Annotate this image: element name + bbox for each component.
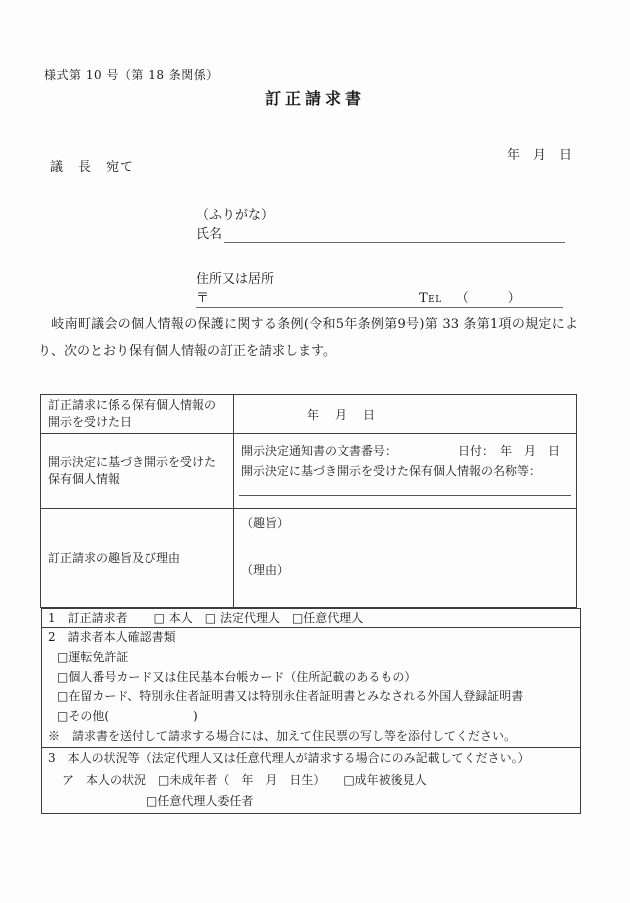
date-placeholder: 年 月 日 bbox=[506, 148, 572, 163]
furigana-label: （ふりがな） bbox=[196, 208, 275, 223]
addressee-line: 議 長 宛て bbox=[50, 160, 135, 175]
fill-in-underline bbox=[239, 495, 571, 496]
disclosure-date-value: 年 月 日 bbox=[234, 395, 577, 434]
document-option: □その他( ) bbox=[57, 709, 198, 724]
status-heading: 3 本人の状況等（法定代理人又は任意代理人が請求する場合にのみ記載してください。） bbox=[48, 751, 530, 765]
table-row-identity-documents bbox=[42, 628, 581, 748]
form-number: 様式第 10 号（第 18 条関係） bbox=[44, 68, 219, 82]
document-option: □在留カード、特別永住者証明書又は特別永住者証明書とみなされる外国人登録証明書 bbox=[57, 689, 524, 704]
name-fill-underline bbox=[224, 225, 565, 243]
purport-reason-cell bbox=[234, 509, 577, 608]
purport-label: （趣旨） bbox=[241, 516, 290, 530]
table-row-disclosure-date bbox=[41, 395, 577, 434]
disclosed-info-cell bbox=[234, 434, 577, 509]
disclosed-info-label: 開示決定に基づき開示を受けた保有個人情報 bbox=[41, 434, 234, 509]
disclosure-date-label: 訂正請求に係る保有個人情報の開示を受けた日 bbox=[41, 395, 234, 434]
identity-documents-cell bbox=[42, 628, 581, 748]
documents-heading: 2 請求者本人確認書類 bbox=[48, 630, 176, 644]
requester-options: □ 本人 □ 法定代理人 □任意代理人 bbox=[153, 610, 364, 625]
doc-number-row bbox=[241, 441, 568, 461]
applicant-identity-section bbox=[196, 208, 565, 308]
reason-label: （理由） bbox=[241, 563, 290, 577]
table-row-purport-reason bbox=[41, 509, 577, 608]
tel-parens: （ ） bbox=[455, 291, 521, 306]
document-option: □個人番号カード又は住民基本台帳カード（住所記載のあるもの） bbox=[57, 669, 417, 684]
table-row-requester bbox=[42, 609, 581, 628]
purport-reason-label: 訂正請求の趣旨及び理由 bbox=[41, 509, 234, 608]
requester-row bbox=[48, 609, 574, 627]
postal-mark: 〒 bbox=[196, 291, 210, 306]
name-label: 氏名 bbox=[196, 227, 223, 242]
doc-date-label: 日付： 年 月 日 bbox=[457, 444, 560, 458]
request-details-table bbox=[40, 394, 577, 608]
tel-label: Tel bbox=[419, 291, 442, 306]
page-title: 訂正請求書 bbox=[264, 89, 365, 108]
documents-note: ※ 請求書を送付して請求する場合には、加えて住民票の写し等を添付してください。 bbox=[48, 728, 517, 743]
name-row bbox=[196, 225, 565, 243]
document-option: □運転免許証 bbox=[57, 649, 129, 664]
requester-cell bbox=[42, 609, 581, 628]
principal-status-cell bbox=[42, 748, 581, 814]
requester-heading: 1 訂正請求者 bbox=[48, 610, 128, 625]
table-row-disclosed-info bbox=[41, 434, 577, 509]
declaration-paragraph: 岐南町議会の個人情報の保護に関する条例(令和5年条例第9号)第 33 条第1項の規定により、次のとおり保有個人情報の訂正を請求します。 bbox=[38, 317, 578, 359]
status-option-line: ア 本人の状況 □未成年者（ 年 月 日生） □成年被後見人 bbox=[62, 772, 427, 787]
status-option-line: □任意代理人委任者 bbox=[146, 794, 254, 809]
address-label: 住所又は居所 bbox=[196, 272, 275, 287]
checklist-table bbox=[41, 608, 581, 814]
doc-number-label: 開示決定通知書の文書番号： bbox=[241, 444, 398, 458]
postal-tel-row bbox=[196, 289, 563, 308]
table-row-principal-status bbox=[42, 748, 581, 814]
info-name-label: 開示決定に基づき開示を受けた保有個人情報の名称等： bbox=[241, 464, 542, 478]
